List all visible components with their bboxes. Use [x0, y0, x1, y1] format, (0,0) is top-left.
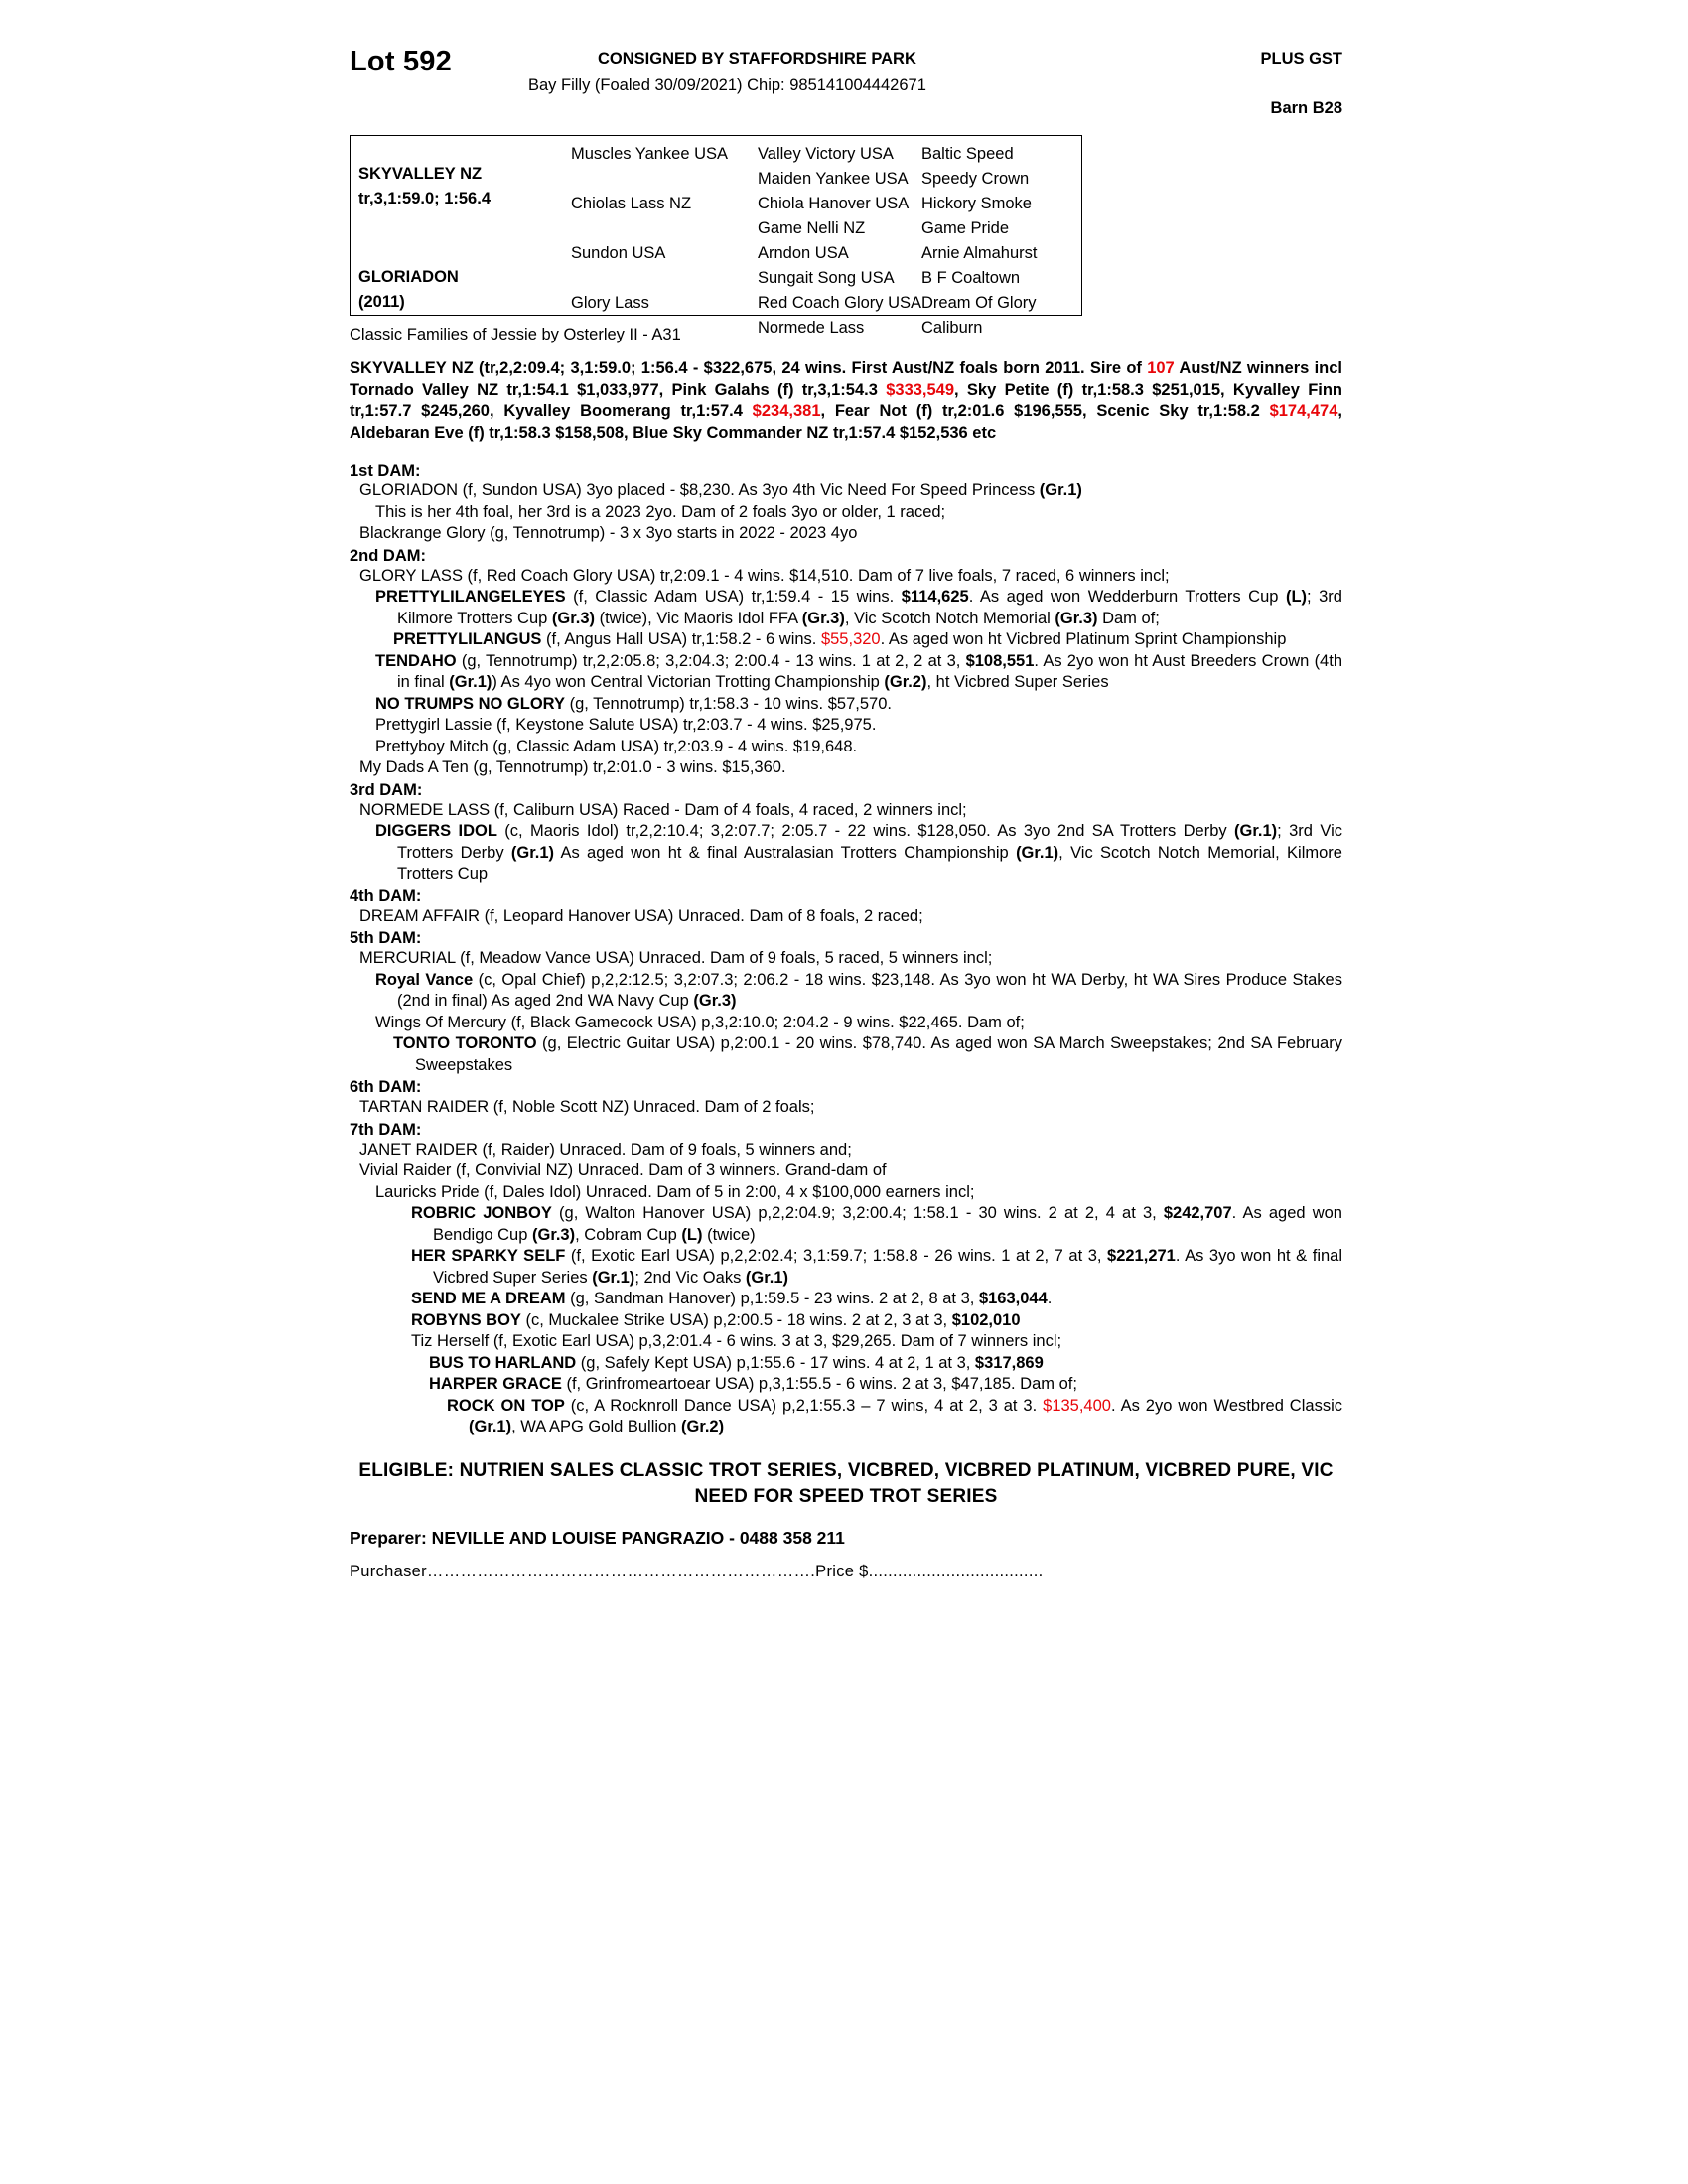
pedigree-entry: Wings Of Mercury (f, Black Gamecock USA) p,3,2:10.0; 2:04.2 - 9 wins. $22,465. Dam of; — [375, 1013, 1025, 1031]
sire-record: tr,3,1:59.0; 1:56.4 — [358, 190, 491, 207]
eligibility-statement — [350, 1458, 1342, 1510]
pedigree-cell: Game Nelli NZ — [758, 219, 866, 237]
pedigree-entry: Vivial Raider (f, Convivial NZ) Unraced. Dam of 3 winners. Grand-dam of — [359, 1161, 887, 1179]
dam-heading: 6th DAM: — [350, 1078, 422, 1096]
eligibility-label: ELIGIBLE: — [358, 1459, 455, 1481]
sire-earnings-2: $234,381 — [752, 402, 821, 420]
pedigree-column-1 — [358, 162, 572, 341]
sire-earnings-3: $174,474 — [1269, 402, 1338, 420]
pedigree-entry: TONTO TORONTO (g, Electric Guitar USA) p,2:00.1 - 20 wins. $78,740. As aged won SA March Sweepstakes; 2nd SA February Sweepstakes — [393, 1034, 1342, 1074]
pedigree-cell: Normede Lass — [758, 319, 865, 337]
pedigree-cell: Speedy Crown — [921, 170, 1030, 188]
pedigree-entry: GLORIADON (f, Sundon USA) 3yo placed - $8,230. As 3yo 4th Vic Need For Speed Princess (Gr.1) — [359, 481, 1082, 499]
pedigree-cell: Caliburn — [921, 319, 983, 337]
pedigree-cell: Arnie Almahurst — [921, 244, 1038, 262]
pedigree-cell: Glory Lass — [571, 294, 649, 312]
foaling-details: Bay Filly (Foaled 30/09/2021) Chip: 985141004442671 — [528, 76, 926, 94]
sire-winners-count: 107 — [1147, 359, 1175, 377]
sire-summary-part3: , Sky Petite (f) tr,1:58.3 $251,015, Kyvalley Finn tr,1:57.7 $245,260, Kyvalley Boomerang tr,1:57.4 — [350, 380, 1343, 420]
pedigree-cell: Chiolas Lass NZ — [571, 195, 692, 212]
page-header — [350, 40, 1342, 125]
catalogue-sheet — [350, 40, 1342, 1581]
pedigree-entry: Prettyboy Mitch (g, Classic Adam USA) tr,2:03.9 - 4 wins. $19,648. — [375, 737, 858, 755]
pedigree-entry: TARTAN RAIDER (f, Noble Scott NZ) Unraced. Dam of 2 foals; — [359, 1098, 815, 1116]
dam-heading: 3rd DAM: — [350, 780, 423, 799]
dam-year: (2011) — [358, 293, 405, 311]
lot-number: Lot 592 — [350, 46, 452, 77]
dam-heading: 2nd DAM: — [350, 546, 426, 565]
dam-sections — [350, 462, 1342, 1438]
dam-heading: 1st DAM: — [350, 462, 421, 479]
consignor-label: CONSIGNED BY STAFFORDSHIRE PARK — [598, 50, 916, 68]
pedigree-cell: Sungait Song USA — [758, 269, 895, 287]
dam-heading: 5th DAM: — [350, 929, 422, 947]
pedigree-entry: DREAM AFFAIR (f, Leopard Hanover USA) Unraced. Dam of 8 foals, 2 raced; — [359, 906, 923, 925]
sire-summary-part4: , Fear Not (f) tr,2:01.6 $196,555, Scenic Sky tr,1:58.2 — [820, 402, 1270, 420]
pedigree-entry: NO TRUMPS NO GLORY (g, Tennotrump) tr,1:58.3 - 10 wins. $57,570. — [375, 694, 892, 713]
pedigree-entry: Blackrange Glory (g, Tennotrump) - 3 x 3yo starts in 2022 - 2023 4yo — [359, 524, 858, 542]
pedigree-entry: HER SPARKY SELF (f, Exotic Earl USA) p,2,2:02.4; 3,1:59.7; 1:58.8 - 26 wins. 1 at 2, 7 at 3, $221,271. As 3yo won ht & final Vicbred Super Series (Gr.1); 2nd Vic Oaks (Gr.1) — [411, 1247, 1343, 1287]
sire-summary — [350, 358, 1342, 444]
pedigree-entry: SEND ME A DREAM (g, Sandman Hanover) p,1:59.5 - 23 wins. 2 at 2, 8 at 3, $163,044. — [411, 1290, 1053, 1307]
pedigree-entry: ROBRIC JONBOY (g, Walton Hanover USA) p,2,2:04.9; 3,2:00.4; 1:58.1 - 30 wins. 2 at 2, 4 at 3, $242,707. As aged won Bendigo Cup (Gr.3), Cobram Cup (L) (twice) — [411, 1204, 1342, 1244]
dam-heading: 7th DAM: — [350, 1120, 422, 1139]
pedigree-cell: Arndon USA — [758, 244, 849, 262]
purchaser-line: Purchaser…………………………………………………………….Price $.................................... — [350, 1562, 1044, 1580]
pedigree-cell: Muscles Yankee USA — [571, 145, 729, 163]
pedigree-entry: BUS TO HARLAND (g, Safely Kept USA) p,1:55.6 - 17 wins. 4 at 2, 1 at 3, $317,869 — [429, 1353, 1044, 1372]
pedigree-entry: HARPER GRACE (f, Grinfromeartoear USA) p,3,1:55.5 - 6 wins. 2 at 3, $47,185. Dam of; — [429, 1375, 1077, 1393]
sire-earnings-1: $333,549 — [886, 380, 955, 399]
eligibility-text: NUTRIEN SALES CLASSIC TROT SERIES, VICBRED, VICBRED PLATINUM, VICBRED PURE, VIC NEED FOR SPEED TROT SERIES — [459, 1459, 1334, 1507]
pedigree-entry: Royal Vance (c, Opal Chief) p,2,2:12.5; 3,2:07.3; 2:06.2 - 18 wins. $23,148. As 3yo won ht WA Derby, ht WA Sires Produce Stakes (2nd in final) As aged 2nd WA Navy Cup (Gr.3) — [375, 970, 1342, 1010]
pedigree-cell: Maiden Yankee USA — [758, 170, 909, 188]
pedigree-cell: Hickory Smoke — [921, 195, 1032, 212]
pedigree-entry: DIGGERS IDOL (c, Maoris Idol) tr,2,2:10.4; 3,2:07.7; 2:05.7 - 22 wins. $128,050. As 3yo 2nd SA Trotters Derby (Gr.1); 3rd Vic Trotters Derby (Gr.1) As aged won ht & final Australasian Trotters Championship (Gr.1), Vic Scotch Notch Memorial, Kilmore Trotters Cup — [375, 822, 1342, 883]
pedigree-cell: Valley Victory USA — [758, 145, 894, 163]
pedigree-entry: GLORY LASS (f, Red Coach Glory USA) tr,2:09.1 - 4 wins. $14,510. Dam of 7 live foals, 7 raced, 6 winners incl; — [359, 566, 1170, 585]
sire-summary-part5: , Aldebaran Eve (f) tr,1:58.3 $158,508, Blue Sky Commander NZ tr,1:57.4 $152,536 etc — [350, 402, 1342, 442]
sire-name: SKYVALLEY NZ — [358, 165, 483, 183]
pedigree-entry: ROCK ON TOP (c, A Rocknroll Dance USA) p,2,1:55.3 – 7 wins, 4 at 2, 3 at 3. $135,400. As 2yo won Westbred Classic (Gr.1), WA APG Gold Bullion (Gr.2) — [447, 1396, 1342, 1435]
pedigree-entry: MERCURIAL (f, Meadow Vance USA) Unraced. Dam of 9 foals, 5 raced, 5 winners incl; — [359, 949, 993, 967]
dam-name: GLORIADON — [358, 268, 459, 286]
pedigree-entry: My Dads A Ten (g, Tennotrump) tr,2:01.0 - 3 wins. $15,360. — [359, 758, 786, 776]
pedigree-entry: Prettygirl Lassie (f, Keystone Salute USA) tr,2:03.7 - 4 wins. $25,975. — [375, 716, 877, 734]
pedigree-entry: PRETTYLILANGUS (f, Angus Hall USA) tr,1:58.2 - 6 wins. $55,320. As aged won ht Vicbred Platinum Sprint Championship — [393, 630, 1287, 648]
plus-gst-label: PLUS GST — [1260, 50, 1342, 68]
pedigree-cell: Chiola Hanover USA — [758, 195, 910, 212]
pedigree-cell: Game Pride — [921, 219, 1010, 237]
pedigree-entry: This is her 4th foal, her 3rd is a 2023 2yo. Dam of 2 foals 3yo or older, 1 raced; — [375, 502, 946, 521]
pedigree-entry: TENDAHO (g, Tennotrump) tr,2,2:05.8; 3,2:04.3; 2:00.4 - 13 wins. 1 at 2, 2 at 3, $108,551. As 2yo won ht Aust Breeders Crown (4th in final (Gr.1)) As 4yo won Central Victorian Trotting Championship (Gr.2), ht Vicbred Super Series — [375, 651, 1342, 691]
dam-heading: 4th DAM: — [350, 887, 422, 905]
pedigree-entry: NORMEDE LASS (f, Caliburn USA) Raced - Dam of 4 foals, 4 raced, 2 winners incl; — [359, 800, 967, 819]
pedigree-entry: JANET RAIDER (f, Raider) Unraced. Dam of 9 foals, 5 winners and; — [359, 1140, 852, 1159]
sire-summary-part1: SKYVALLEY NZ (tr,2,2:09.4; 3,1:59.0; 1:56.4 - $322,675, 24 wins. First Aust/NZ foals born 2011. Sire of — [350, 359, 1148, 377]
pedigree-cell: Baltic Speed — [921, 145, 1014, 163]
pedigree-cell: Dream Of Glory — [921, 294, 1037, 312]
family-line: Classic Families of Jessie by Osterley II - A31 — [350, 326, 681, 343]
sire-summary-part2: Aust/NZ winners incl Tornado Valley NZ tr,1:54.1 $1,033,977, Pink Galahs (f) tr,3,1:54.3 — [350, 359, 1342, 399]
pedigree-column-4 — [921, 142, 1080, 337]
pedigree-cell: Sundon USA — [571, 244, 666, 262]
pedigree-cell: B F Coaltown — [921, 269, 1021, 287]
barn-label: Barn B28 — [1270, 99, 1342, 117]
pedigree-column-3 — [758, 142, 926, 337]
pedigree-column-2 — [571, 142, 765, 321]
preparer-line: Preparer: NEVILLE AND LOUISE PANGRAZIO - 0488 358 211 — [350, 1527, 845, 1548]
pedigree-entry: ROBYNS BOY (c, Muckalee Strike USA) p,2:00.5 - 18 wins. 2 at 2, 3 at 3, $102,010 — [411, 1310, 1021, 1329]
pedigree-entry: PRETTYLILANGELEYES (f, Classic Adam USA) tr,1:59.4 - 15 wins. $114,625. As aged won Wedderburn Trotters Cup (L); 3rd Kilmore Trotters Cup (Gr.3) (twice), Vic Maoris Idol FFA (Gr.3), Vic Scotch Notch Memorial (Gr.3) Dam of; — [375, 588, 1342, 627]
pedigree-entry: Tiz Herself (f, Exotic Earl USA) p,3,2:01.4 - 6 wins. 3 at 3, $29,265. Dam of 7 winners incl; — [411, 1332, 1062, 1350]
pedigree-entry: Lauricks Pride (f, Dales Idol) Unraced. Dam of 5 in 2:00, 4 x $100,000 earners incl; — [375, 1182, 975, 1201]
pedigree-cell: Red Coach Glory USA — [758, 294, 922, 312]
